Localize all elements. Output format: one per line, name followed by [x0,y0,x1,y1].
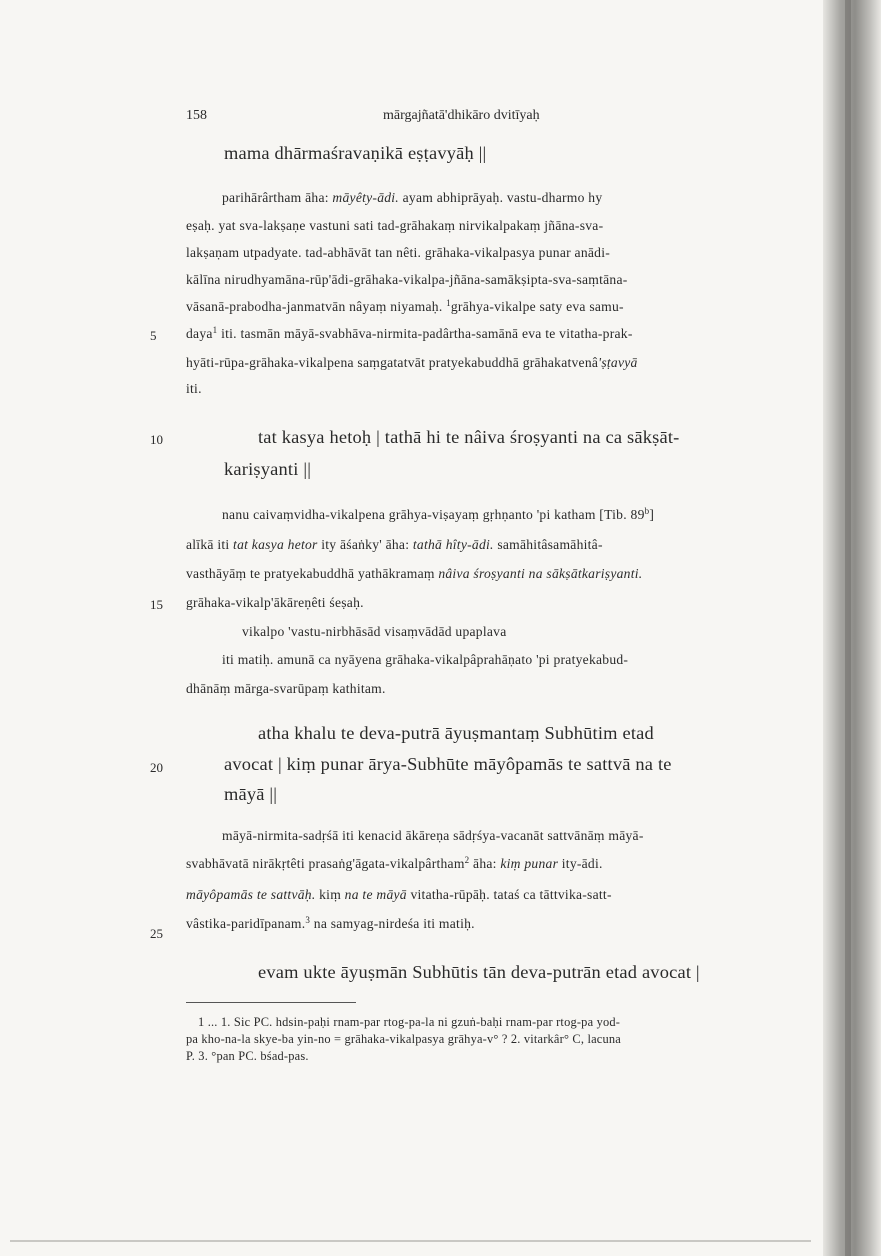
verse-line: vikalpo 'vastu-nirbhāsād visaṃvādād upaplava [242,624,507,639]
text-span: alīkā iti [186,537,234,552]
commentary-line: iti. [186,381,202,396]
commentary-line [186,916,475,932]
commentary-line [186,856,603,872]
root-text-line: mama dhārmaśravaṇikā eṣṭavyāḥ || [224,143,487,163]
text-span: vāsanā-prabodha-janmatvān nâyaṃ niyamaḥ. [186,299,447,314]
text-span: nâiva śroṣyanti na sākṣātkariṣyanti. [438,566,643,581]
text-span: grāhya-vikalpe saty eva samu- [450,299,624,314]
footnote-line: 1 ... 1. Sic PC. hdsin-paḥi rnam-par rtog-pa-la ni gzuṅ-baḥi rnam-par rtog-pa yod- [198,1015,621,1029]
page-number: 158 [186,108,207,123]
line-number: 20 [150,760,163,775]
running-title: mārgajñatā'dhikāro dvitīyaḥ [383,108,540,123]
footnote-marker: b [644,506,650,516]
text-span: daya [186,326,213,341]
line-number: 15 [150,597,163,612]
text-span: māyôpamās te sattvāḥ. [186,887,316,902]
text-span: vasthāyāṃ te pratyekabuddhā yathākramaṃ [186,566,439,581]
commentary-line: lakṣaṇam utpadyate. tad-abhāvāt tan nêti. grāhaka-vikalpasya punar anādi- [186,245,610,260]
text-span: samāhitâsamāhitâ- [493,537,603,552]
text-span: ity āśaṅky' āha: [317,537,413,552]
text-span: tat kasya hetor [233,537,318,552]
text-span: nanu caivaṃvidha-vikalpena grāhya-viṣayaṃ gṛhṇanto 'pi katham [Tib. 89 [222,507,645,522]
root-text-line: atha khalu te deva-putrā āyuṣmantaṃ Subhūtim etad [258,723,654,743]
root-text-line: avocat | kiṃ punar ārya-Subhūte māyôpamās te sattvā na te [224,754,672,774]
text-span: kiṃ [315,887,345,902]
commentary-line: māyā-nirmita-sadṛśā iti kenacid ākāreṇa sādṛśya-vacanāt sattvānāṃ māyā- [222,828,644,843]
text-span: vâstika-paridīpanam. [186,916,306,931]
text-span: na te māyā [344,887,407,902]
commentary-line [186,566,642,582]
footnote-marker: 3 [305,915,311,925]
footnote-marker: 1 [212,325,218,335]
footnote-marker: 1 [446,298,451,308]
root-text-line: evam ukte āyuṣmān Subhūtis tān deva-putrān etad avocat | [258,962,700,982]
text-span: tathā hîty-ādi. [412,537,494,552]
commentary-line [222,507,654,523]
commentary-line: iti matiḥ. amunā ca nyāyena grāhaka-vikalpâprahāṇato 'pi pratyekabud- [222,652,629,667]
text-span: 'ṣṭavyā [598,355,638,370]
text-span: māyêty-ādi. [332,190,399,205]
text-span: parihārârtham āha: [222,190,333,205]
footnote-rule [186,1002,356,1003]
line-number: 25 [150,926,163,941]
root-text-line: kariṣyanti || [224,459,312,479]
commentary-line [222,190,602,206]
text-span: ayam abhiprāyaḥ. vastu-dharmo hy [398,190,603,205]
footnote-line: pa kho-na-la skye-ba yin-no = grāhaka-vikalpasya grāhya-v° ? 2. vitarkâr° C, lacuna [186,1032,621,1046]
text-span: āha: [469,856,501,871]
scan-page-edge [823,0,881,1256]
scan-bottom-edge [10,1240,811,1242]
commentary-line [186,537,603,553]
commentary-line [186,887,612,903]
commentary-line: kālīna nirudhyamāna-rūp'ādi-grāhaka-vikalpa-jñāna-samākṣipta-sva-saṃtāna- [186,272,628,287]
root-text-line: māyā || [224,784,278,804]
text-span: iti. tasmān māyā-svabhāva-nirmita-padârtha-samānā eva te vitatha-prak- [217,326,633,341]
line-number: 5 [150,328,157,343]
text-span: vitatha-rūpāḥ. tataś ca tāttvika-satt- [406,887,612,902]
line-number: 10 [150,432,163,447]
scan-binding-shadow [845,0,851,1256]
commentary-line: dhānāṃ mārga-svarūpaṃ kathitam. [186,681,386,696]
commentary-line: grāhaka-vikalp'ākāreṇêti śeṣaḥ. [186,595,364,610]
text-span: kiṃ punar [500,856,559,871]
text-span: svabhāvatā nirākṛtêti prasaṅg'āgata-vikalpârtham [186,856,465,871]
commentary-line: eṣaḥ. yat sva-lakṣaṇe vastuni sati tad-grāhakaṃ nirvikalpakaṃ jñāna-sva- [186,218,604,233]
text-span: ] [649,507,655,522]
commentary-line [186,299,624,315]
commentary-line [186,355,638,371]
footnote-line: P. 3. °pan PC. bśad-pas. [186,1049,309,1063]
footnote-marker: 2 [464,855,470,865]
text-span: na samyag-nirdeśa iti matiḥ. [310,916,475,931]
text-span: ity-ādi. [558,856,603,871]
commentary-line [186,326,633,342]
root-text-line: tat kasya hetoḥ | tathā hi te nâiva śroṣyanti na ca sākṣāt- [258,427,680,447]
text-span: hyāti-rūpa-grāhaka-vikalpena saṃgatatvāt pratyekabuddhā grāhakatvenâ [186,355,599,370]
